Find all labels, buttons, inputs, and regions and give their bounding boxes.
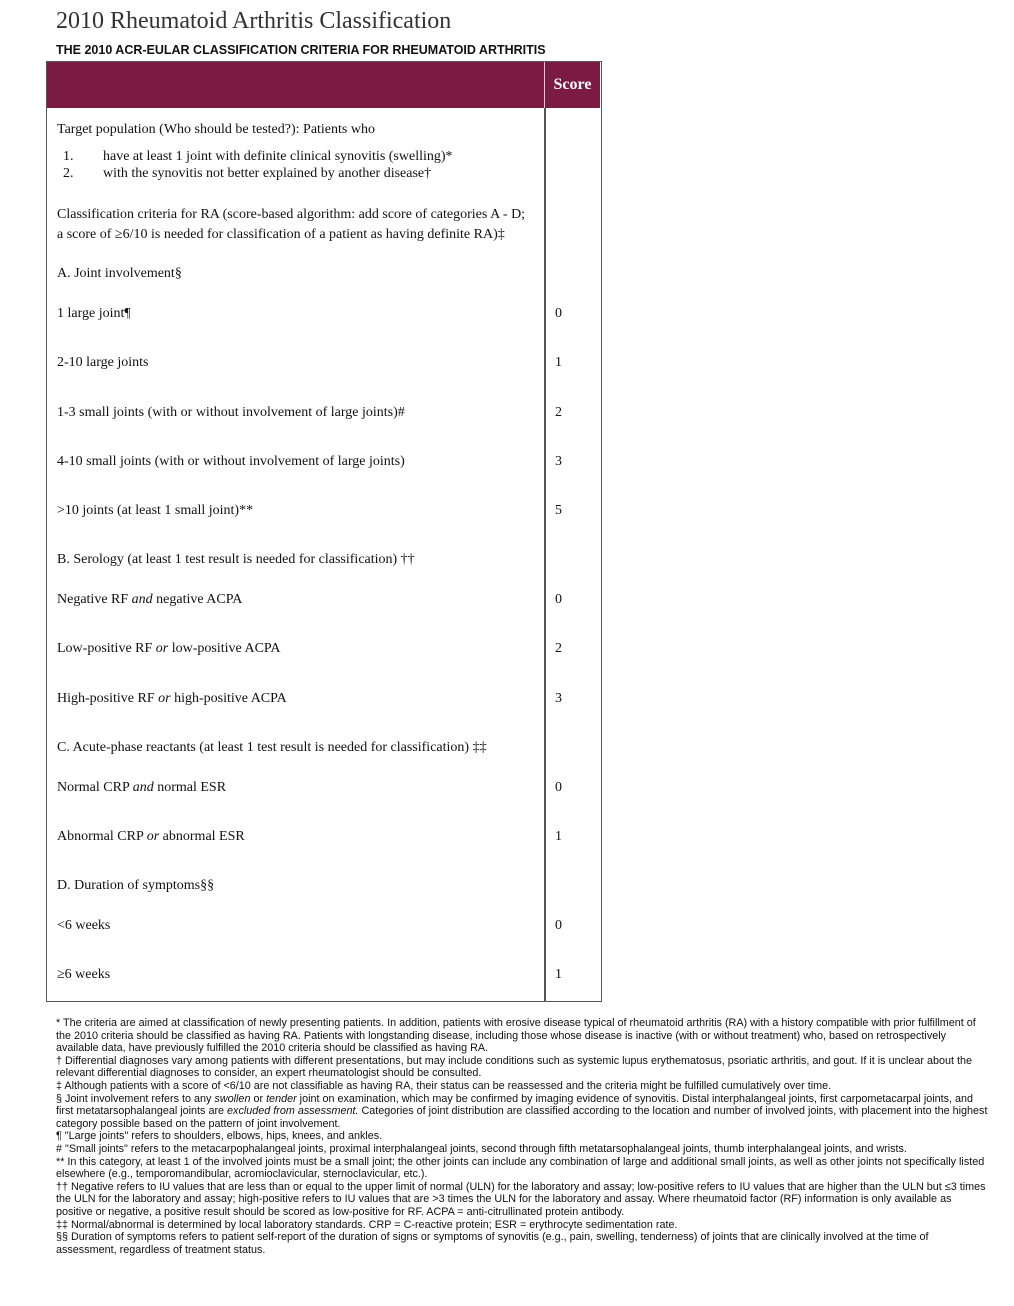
table-row-label: Normal CRP and normal ESR — [57, 780, 227, 795]
table-row-label: 2-10 large joints — [57, 355, 149, 370]
criteria-description: a score of ≥6/10 is needed for classification of a patient as having definite RA)‡ — [57, 227, 505, 242]
table-row-label: Abnormal CRP or abnormal ESR — [57, 829, 245, 844]
footnote: ‡‡ Normal/abnormal is determined by local laboratory standards. CRP = C-reactive protein; ESR = erythrocyte sedimentation rate. — [56, 1218, 678, 1231]
section-heading-duration: D. Duration of symptoms§§ — [57, 878, 215, 893]
table-row-score: 3 — [555, 454, 562, 469]
criteria-table — [46, 61, 602, 1002]
page-subtitle: THE 2010 ACR-EULAR CLASSIFICATION CRITERIA FOR RHEUMATOID ARTHRITIS — [56, 43, 546, 57]
table-row-score: 1 — [555, 829, 562, 844]
table-row-label: Low-positive RF or low-positive ACPA — [57, 641, 281, 656]
footnote: † Differential diagnoses vary among patients with different presentations, but may include conditions such as systemic lupus erythematosus, psoriatic arthritis, and gout. If it is unclear about the relevant differential diagnoses to consider, an expert rheumatologist should be consulted. — [56, 1054, 973, 1080]
footnote: ‡ Although patients with a score of <6/10 are not classifiable as having RA, their status can be reassessed and the criteria might be fulfilled cumulatively over time. — [56, 1079, 832, 1092]
table-row-score: 3 — [555, 691, 562, 706]
table-row-score: 2 — [555, 641, 562, 656]
table-row-label: 1-3 small joints (with or without involvement of large joints)# — [57, 405, 405, 420]
table-header — [47, 62, 600, 108]
table-row-score: 0 — [555, 780, 562, 795]
footnote: §§ Duration of symptoms refers to patient self-report of the duration of signs or symptoms of synovitis (e.g., pain, swelling, tenderness) of joints that are clinically involved at the time of assessment, regardless of treatment status. — [56, 1231, 929, 1256]
page-title: 2010 Rheumatoid Arthritis Classification — [56, 8, 452, 34]
table-row-score: 0 — [555, 306, 562, 321]
section-heading-acute-phase: C. Acute-phase reactants (at least 1 test result is needed for classification) ‡‡ — [57, 740, 487, 755]
table-row-label: >10 joints (at least 1 small joint)** — [57, 503, 254, 518]
footnote: * The criteria are aimed at classification of newly presenting patients. In addition, patients with erosive disease typical of rheumatoid arthritis (RA) with a history compatible with prior fulfillment of the 2010 criteria should be classified as having RA. Patients with longstanding disease, including those whose disease is inactive (with or without treatment) who, based on retrospectively available data, have previously fulfilled the 2010 criteria should be classified as having RA. — [56, 1017, 976, 1055]
table-row-score: 0 — [555, 918, 562, 933]
score-column-header: Score — [553, 76, 592, 93]
footnote: ¶ "Large joints" refers to shoulders, elbows, hips, knees, and ankles. — [56, 1130, 383, 1143]
target-population-intro: Target population (Who should be tested?): Patients who — [57, 122, 375, 137]
table-row-label: ≥6 weeks — [57, 967, 111, 982]
footnote: # "Small joints" refers to the metacarpophalangeal joints, proximal interphalangeal joints, second through fifth metatarsophalangeal joints, thumb interphalangeal joints, and wrists. — [56, 1142, 907, 1155]
table-row-score: 2 — [555, 405, 562, 420]
table-row-label: 4-10 small joints (with or without involvement of large joints) — [57, 454, 405, 469]
table-row-label: High-positive RF or high-positive ACPA — [57, 691, 287, 706]
section-heading-joint-involvement: A. Joint involvement§ — [57, 266, 182, 281]
section-heading-serology: B. Serology (at least 1 test result is needed for classification) †† — [57, 552, 415, 567]
table-row-score: 0 — [555, 592, 562, 607]
footnotes — [56, 1017, 988, 1256]
table-row-score: 1 — [555, 355, 562, 370]
footnote: †† Negative refers to IU values that are less than or equal to the upper limit of normal (ULN) for the laboratory and assay; low-positive refers to IU values that are higher than the ULN but ≤3 times the ULN for the laboratory and assay; high-positive refers to IU values that are >3 times the ULN for the laboratory and assay. Where rheumatoid factor (RF) information is only available as positive or negative, a positive result should be scored as low-positive for RF. ACPA = anti-citrullinated protein antibody. — [56, 1180, 986, 1218]
table-row-label: Negative RF and negative ACPA — [57, 592, 243, 607]
list-item: 1. have at least 1 joint with definite clinical synovitis (swelling)* — [63, 149, 453, 164]
table-row-score: 5 — [555, 503, 562, 518]
list-item: 2. with the synovitis not better explained by another disease† — [63, 166, 432, 181]
table-row-label: 1 large joint¶ — [57, 306, 131, 321]
footnote: ** In this category, at least 1 of the involved joints must be a small joint; the other joints can include any combination of large and additional small joints, as well as other joints not specifically listed elsewhere (e.g., temporomandibular, acromioclavicular, sternoclavicular, etc.). — [56, 1155, 985, 1181]
footnote: § Joint involvement refers to any swollen or tender joint on examination, which may be confirmed by imaging evidence of synovitis. Distal interphalangeal joints, first carpometacarpal joints, and first metatarsophalangeal joints are excluded from assessment. Categories of joint distribution are classified according to the location and number of involved joints, with placement into the highest category possible based on the pattern of joint involvement. — [56, 1092, 988, 1130]
table-row-score: 1 — [555, 967, 562, 982]
criteria-description: Classification criteria for RA (score-based algorithm: add score of categories A - D; — [57, 207, 526, 222]
table-row-label: <6 weeks — [57, 918, 111, 933]
score-column-divider — [544, 108, 546, 1001]
